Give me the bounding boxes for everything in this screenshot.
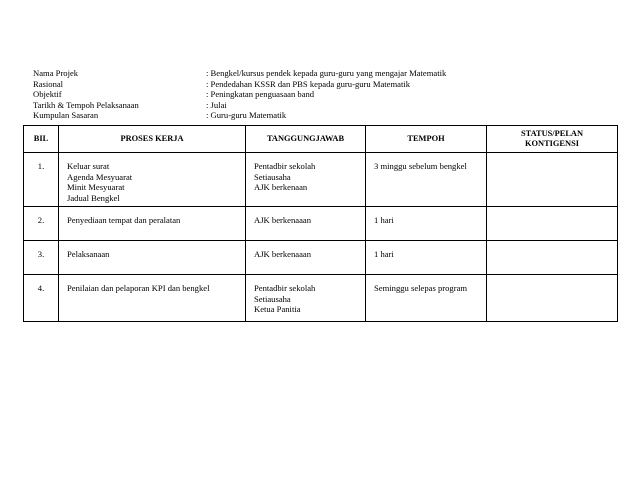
info-row-kumpulan [33,110,593,121]
work-plan-table [23,125,618,322]
header-status-line2: KONTIGENSI [525,139,579,148]
cell-proses: Keluar surat Agenda Mesyuarat Minit Mesyuarat Jadual Bengkel [59,153,246,207]
project-info [33,68,593,121]
header-proses-kerja: PROSES KERJA [59,126,246,153]
header-bil: BIL [24,126,59,153]
info-row-tarikh [33,100,593,111]
cell-proses: Penyediaan tempat dan peralatan [59,207,246,241]
cell-tanggungjawab: Pentadbir sekolah Setiausaha Ketua Panitia [246,275,366,322]
cell-status [487,153,618,207]
info-row-nama-projek [33,68,593,79]
table-header-row [24,126,618,153]
table-row [24,207,618,241]
info-value: : Guru-guru Matematik [206,110,287,121]
info-label: Tarikh & Tempoh Pelaksanaan [33,99,139,110]
cell-tempoh: 1 hari [366,207,487,241]
cell-proses: Penilaian dan pelaporan KPI dan bengkel [59,275,246,322]
info-value: : Bengkel/kursus pendek kepada guru-guru yang mengajar Matematik [206,68,447,78]
cell-status [487,275,618,322]
info-label: Rasional [33,78,64,89]
cell-bil: 2. [24,207,59,241]
table-row [24,275,618,322]
info-label: Objektif [33,89,62,100]
cell-tanggungjawab: Pentadbir sekolah Setiausaha AJK berkenaan [246,153,366,207]
info-value: : Peningkatan penguasaan band [206,89,315,100]
info-label: Kumpulan Sasaran [33,110,99,121]
cell-tanggungjawab: AJK berkenaaan [246,207,366,241]
info-row-objektif [33,89,593,100]
cell-bil: 1. [24,153,59,207]
info-row-rasional [33,79,593,90]
cell-proses: Pelaksanaan [59,241,246,275]
cell-bil: 4. [24,275,59,322]
cell-tempoh: 1 hari [366,241,487,275]
table-row [24,241,618,275]
cell-status [487,241,618,275]
header-tanggungjawab: TANGGUNGJAWAB [246,126,366,153]
info-value: : Julai [206,99,227,110]
info-value: : Pendedahan KSSR dan PBS kepada guru-guru Matematik [206,78,411,89]
cell-bil: 3. [24,241,59,275]
cell-tempoh: Seminggu selepas program [366,275,487,322]
info-label: Nama Projek [33,68,79,78]
table-row [24,153,618,207]
cell-tanggungjawab: AJK berkenaaan [246,241,366,275]
cell-status [487,207,618,241]
cell-tempoh: 3 minggu sebelum bengkel [366,153,487,207]
header-tempoh: TEMPOH [366,126,487,153]
header-status [487,126,618,153]
header-status-line1: STATUS/PELAN [520,129,584,138]
